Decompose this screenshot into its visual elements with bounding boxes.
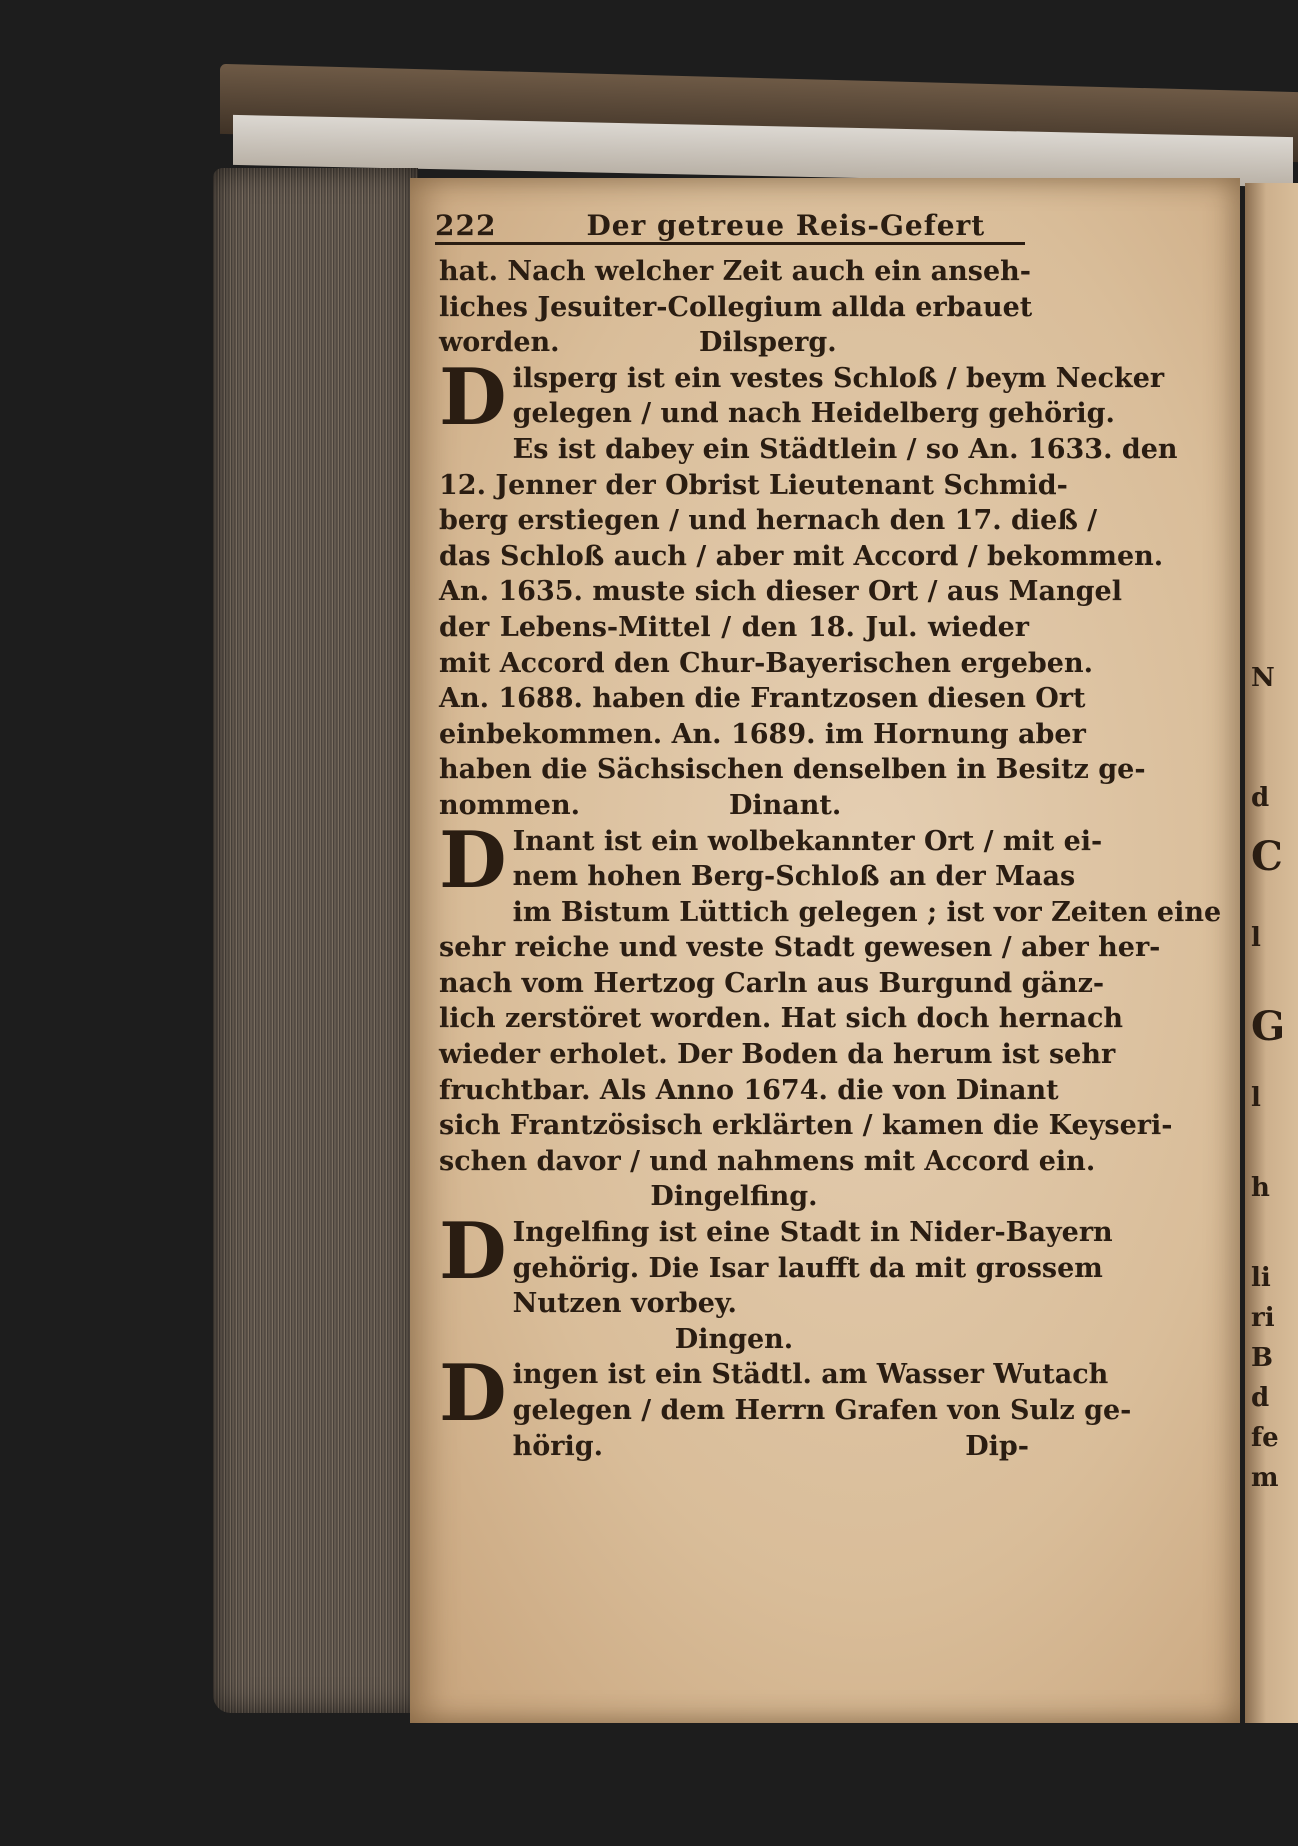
text-line: einbekommen. An. 1689. im Hornung aber xyxy=(439,718,1086,750)
text-line: fruchtbar. Als Anno 1674. die von Dinant xyxy=(439,1074,1059,1106)
catchword: Dip- xyxy=(965,1430,1029,1462)
text-line: liches Jesuiter-Collegium allda erbauet xyxy=(439,291,1033,323)
text-line: schen davor / und nahmens mit Accord ein. xyxy=(439,1145,1096,1177)
entry-dilsperg xyxy=(439,351,1165,443)
left-page xyxy=(410,178,1240,1723)
text-line: ilsperg ist ein vestes Schloß / beym Necker xyxy=(512,362,1165,394)
right-page-fragment: ri xyxy=(1251,1303,1275,1333)
body-text xyxy=(439,254,1222,1464)
right-page-fragment: C xyxy=(1251,833,1283,880)
running-head: Der getreue Reis-Gefert xyxy=(586,209,986,242)
drop-cap: D xyxy=(439,814,507,906)
text-line: Nutzen vorbey. xyxy=(512,1288,737,1320)
text-line: sehr reiche und veste Stadt gewesen / aber her- xyxy=(439,932,1161,964)
drop-cap: D xyxy=(439,1348,507,1440)
right-page-fragment: B xyxy=(1251,1343,1273,1373)
text-line: im Bistum Lüttich gelegen ; ist vor Zeiten eine xyxy=(512,896,1222,928)
text-line: Ingelfing ist eine Stadt in Nider-Bayern xyxy=(512,1217,1113,1249)
drop-cap: D xyxy=(439,1206,507,1298)
right-page-fragment: d xyxy=(1251,783,1270,813)
text-line xyxy=(439,325,1029,361)
page-header xyxy=(435,198,1025,245)
entry-dinant xyxy=(439,814,1103,906)
right-page-fragment: h xyxy=(1251,1173,1270,1203)
right-page-fragment: N xyxy=(1251,663,1275,693)
text-line: Inant ist ein wolbekannter Ort / mit ei- xyxy=(512,825,1103,857)
text-line: gehörig. Die Isar laufft da mit grossem xyxy=(512,1252,1103,1284)
entry-dingelfing xyxy=(439,1206,1113,1298)
page-edges xyxy=(213,168,418,1713)
text-line: hat. Nach welcher Zeit auch ein anseh- xyxy=(439,256,1032,287)
text-line xyxy=(439,1429,1029,1465)
text-line: 12. Jenner der Obrist Lieutenant Schmid- xyxy=(439,469,1068,501)
text-line: An. 1635. muste sich dieser Ort / aus Mangel xyxy=(439,576,1122,608)
text-line: gelegen / dem Herrn Grafen von Sulz ge- xyxy=(512,1395,1132,1426)
text-line: nem hohen Berg-Schloß an der Maas xyxy=(512,861,1076,893)
text-line: gelegen / und nach Heidelberg gehörig. xyxy=(512,398,1115,430)
right-page-fragment: d xyxy=(1251,1383,1270,1413)
entry-heading-dingen: Dingen. xyxy=(674,1323,794,1355)
right-page-fragment: li xyxy=(1251,1263,1271,1293)
page-number: 222 xyxy=(435,209,497,242)
text-line: berg erstiegen / und hernach den 17. dieß / xyxy=(439,505,1098,537)
text-line: wieder erholet. Der Boden da herum ist sehr xyxy=(439,1039,1116,1071)
text-line: An. 1688. haben die Frantzosen diesen Ort xyxy=(439,683,1086,715)
entry-heading-dingelfing: Dingelfing. xyxy=(650,1181,818,1213)
text-line: haben die Sächsischen denselben in Besitz ge- xyxy=(439,754,1146,786)
entry-heading-dinant: Dinant. xyxy=(729,789,842,821)
text-line: nach vom Hertzog Carln aus Burgund gänz- xyxy=(439,967,1105,999)
text-line-end: nommen. xyxy=(439,789,580,821)
right-page-fragment: m xyxy=(1251,1463,1279,1493)
entry-dingen xyxy=(439,1348,1132,1440)
right-page-fragment: fe xyxy=(1251,1423,1279,1453)
drop-cap: D xyxy=(439,351,507,443)
right-page-fragment: G xyxy=(1251,1003,1286,1050)
right-page-fragment: l xyxy=(1251,1083,1261,1113)
entry-heading-dilsperg: Dilsperg. xyxy=(699,327,837,359)
text-line: der Lebens-Mittel / den 18. Jul. wieder xyxy=(439,611,1029,643)
text-line: Es ist dabey ein Städtlein / so An. 1633. den xyxy=(512,433,1178,465)
text-line: ingen ist ein Städtl. am Wasser Wutach xyxy=(512,1359,1109,1391)
text-line: sich Frantzösisch erklärten / kamen die Keyseri- xyxy=(439,1110,1173,1142)
text-line: das Schloß auch / aber mit Accord / bekommen. xyxy=(439,540,1164,572)
text-line xyxy=(439,788,1029,824)
book xyxy=(205,78,1298,1728)
right-page-fragment: l xyxy=(1251,923,1261,953)
text-line: mit Accord den Chur-Bayerischen ergeben. xyxy=(439,647,1093,679)
text-line-end: worden. xyxy=(439,327,560,359)
right-page-edge xyxy=(1245,183,1298,1723)
text-line: lich zerstöret worden. Hat sich doch hernach xyxy=(439,1003,1124,1035)
text-line-end: hörig. xyxy=(512,1430,604,1462)
